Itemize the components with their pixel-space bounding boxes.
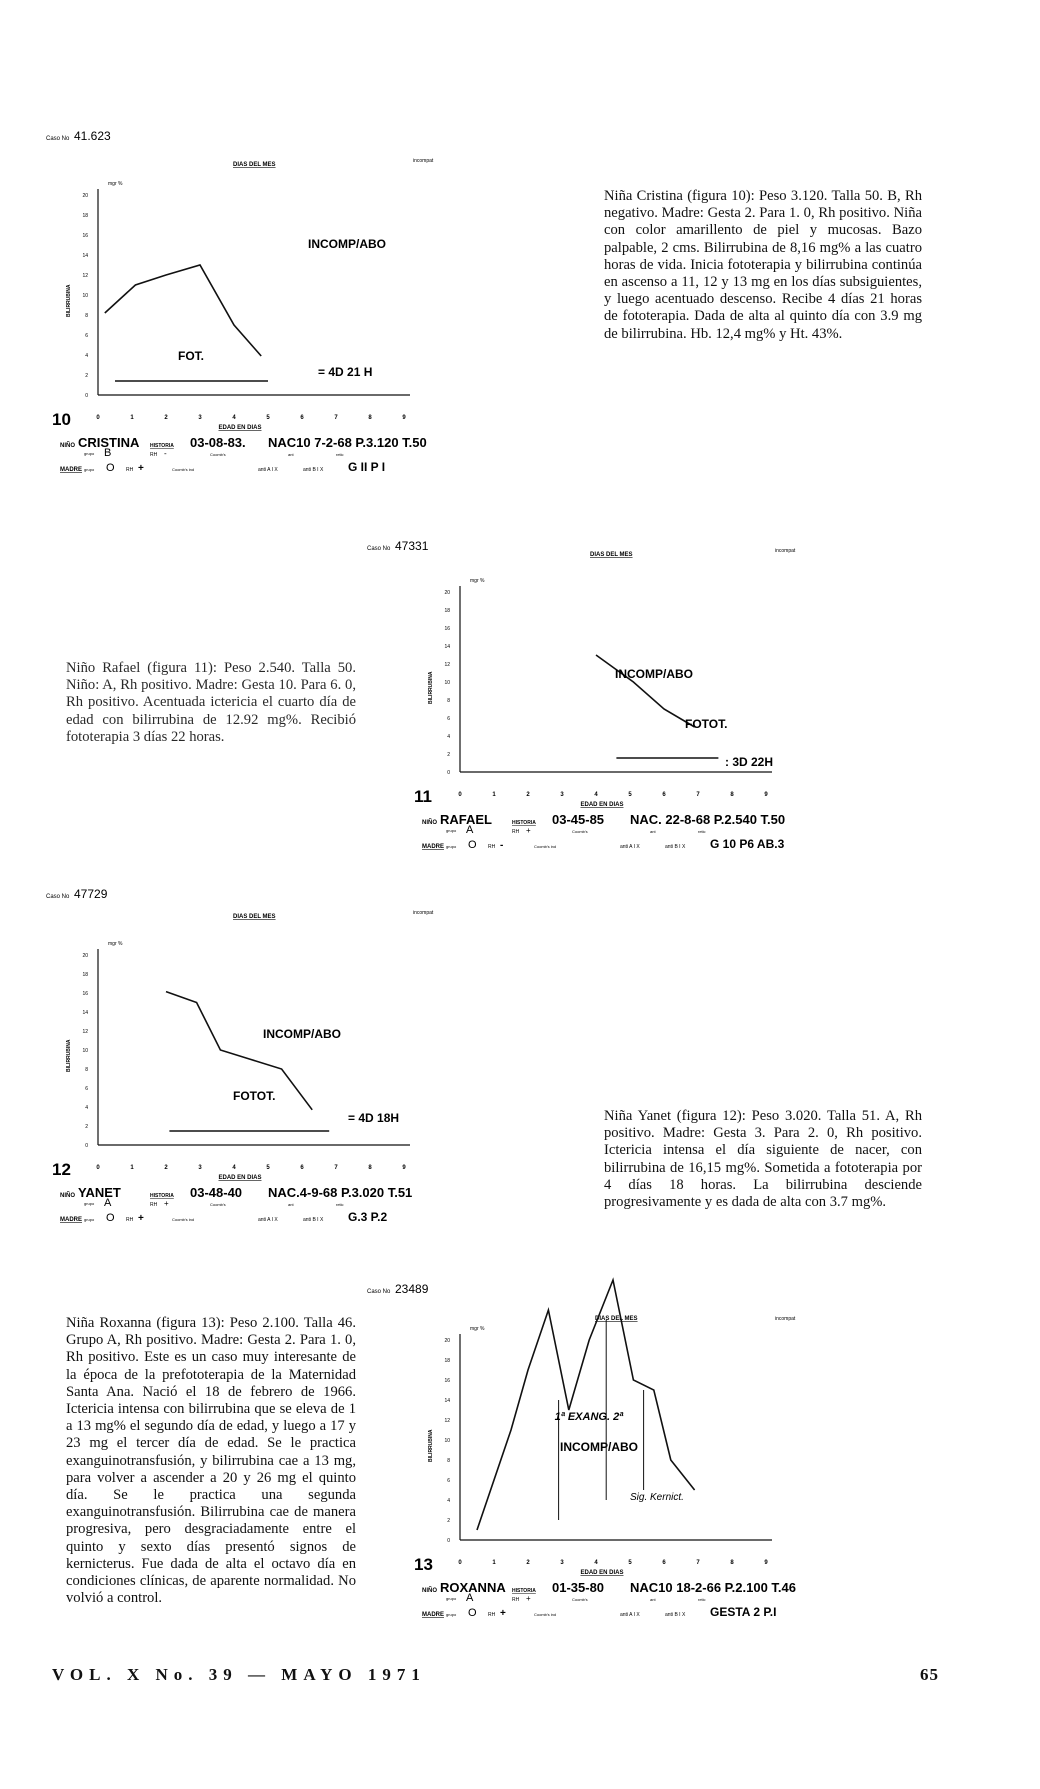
incompat-label: incompat: [775, 548, 796, 554]
kernicterus-label: Sig. Kernict.: [630, 1492, 684, 1503]
bilirubin-curve: [596, 655, 695, 727]
case-prefix: Caso No: [367, 1289, 391, 1295]
x-tick-label: 9: [764, 792, 768, 798]
y-tick-label: 0: [85, 1143, 88, 1149]
x-tick-label: 8: [368, 1165, 372, 1171]
y-tick-label: 2: [85, 1124, 88, 1130]
curve-label: INCOMP/ABO: [615, 667, 693, 681]
x-tick-label: 5: [628, 792, 632, 798]
case-prefix: Caso No: [46, 136, 70, 142]
unit-label: mgr %: [108, 181, 123, 187]
madre-rh-label: RH: [126, 1217, 134, 1223]
figure-12: [46, 887, 538, 1235]
x-tick-label: 9: [764, 1560, 768, 1566]
y-tick-label: 8: [447, 698, 450, 704]
y-tick-label: 6: [447, 1478, 450, 1484]
retic-label: retic: [336, 1202, 344, 1207]
figure-12-chart: [46, 887, 538, 1235]
x-tick-label: 0: [458, 792, 462, 798]
retic-label: retic: [698, 1597, 706, 1602]
mother-rh: +: [138, 463, 144, 474]
patient-rh: +: [526, 1594, 531, 1603]
rh-label: RH: [150, 452, 158, 458]
x-tick-label: 6: [662, 1560, 666, 1566]
coombs-label: Coomb's: [210, 452, 226, 457]
patient-rh: -: [164, 449, 167, 458]
x-tick-label: 4: [594, 792, 598, 798]
anti-a: anti A I X: [258, 467, 278, 473]
x-tick-label: 1: [130, 415, 134, 421]
birth-data: NAC10 7-2-68 P.3.120 T.50: [268, 435, 427, 450]
y-tick-label: 12: [444, 1418, 450, 1424]
birth-data: NAC.4-9-68 P.3.020 T.51: [268, 1185, 413, 1200]
y-tick-label: 10: [82, 293, 88, 299]
y-tick-label: 16: [444, 626, 450, 632]
mother-group: O: [106, 1212, 115, 1224]
figure-11: [367, 532, 980, 862]
x-tick-label: 8: [730, 792, 734, 798]
y-tick-label: 12: [82, 273, 88, 279]
unit-label: mgr %: [470, 578, 485, 584]
figure-number: 13: [414, 1555, 433, 1574]
ant-label: ant: [650, 829, 656, 834]
y-tick-label: 10: [82, 1048, 88, 1054]
y-tick-label: 6: [447, 716, 450, 722]
y-tick-label: 14: [82, 1010, 88, 1016]
mother-rh: +: [138, 1213, 144, 1224]
rh-label: RH: [150, 1202, 158, 1208]
y-tick-label: 8: [85, 1067, 88, 1073]
x-tick-label: 6: [300, 1165, 304, 1171]
birth-data: NAC. 22-8-68 P.2.540 T.50: [630, 812, 786, 827]
x-tick-label: 5: [266, 1165, 270, 1171]
y-axis-title: BILIRRUBINA: [428, 671, 434, 704]
x-tick-label: 0: [96, 1165, 100, 1171]
anti-b: anti B I X: [665, 1612, 686, 1618]
unit-label: mgr %: [108, 941, 123, 947]
x-tick-label: 3: [560, 1560, 564, 1566]
paragraph-fig-12: Niña Yanet (figura 12): Peso 3.020. Talla 51. A, Rh positivo. Madre: Gesta 3. Para 2. 0, Rh positivo. Ictericia intensa el día siguiente de nacer, con bilirrubina de 16,15 mg%. Sometida a fototerapia por 4 días 18 horas. La bilirrubina desciende progresivamente y es dada de alta con 3.7 mg%.: [604, 1108, 922, 1211]
rh-label: RH: [512, 1597, 520, 1603]
nino-label: NIÑO: [60, 443, 75, 449]
x-tick-label: 3: [198, 415, 202, 421]
figure-10: [46, 129, 528, 490]
mother-coombs: Coomb's ind: [172, 467, 195, 472]
journal-footer: VOL. X No. 39 — MAYO 1971: [52, 1665, 426, 1684]
days-of-month-label: DIAS DEL MES: [233, 914, 276, 920]
coombs-label: Coomb's: [572, 1597, 588, 1602]
bilirubin-curve: [105, 265, 261, 356]
patient-name: RAFAEL: [440, 812, 492, 827]
madre-label: MADRE: [60, 1217, 82, 1223]
grupo-label: grupo: [84, 451, 95, 456]
y-axis-title: BILIRRUBINA: [66, 1039, 72, 1072]
historia-label: HISTORIA: [512, 1588, 536, 1594]
y-tick-label: 16: [82, 233, 88, 239]
ant-label: ant: [288, 1202, 294, 1207]
y-tick-label: 12: [82, 1029, 88, 1035]
x-tick-label: 9: [402, 1165, 406, 1171]
x-tick-label: 2: [526, 792, 530, 798]
anti-a: anti A I X: [620, 844, 640, 850]
y-tick-label: 20: [82, 953, 88, 959]
x-tick-label: 5: [266, 415, 270, 421]
historia-label: HISTORIA: [150, 443, 174, 449]
x-axis-title: EDAD EN DIAS: [580, 1570, 624, 1576]
x-tick-label: 2: [526, 1560, 530, 1566]
mother-obstetric: GESTA 2 P.I: [710, 1605, 777, 1619]
mother-rh: +: [500, 1608, 506, 1619]
madre-grupo-label: grupo: [84, 1217, 95, 1222]
coombs-label: Coomb's: [572, 829, 588, 834]
x-tick-label: 3: [198, 1165, 202, 1171]
y-tick-label: 20: [444, 1338, 450, 1344]
patient-rh: +: [164, 1199, 169, 1208]
paragraph-fig-11: Niño Rafael (figura 11): Peso 2.540. Talla 50. Niño: A, Rh positivo. Madre: Gesta 10. Para 6. 0, Rh positivo. Acentuada ictericia el cuarto día de edad con bilirrubina de 12.92 mg%. Recibió fototerapia 3 días 22 horas.: [66, 660, 356, 745]
madre-grupo-label: grupo: [446, 844, 457, 849]
x-tick-label: 7: [696, 792, 700, 798]
grupo-label: grupo: [446, 1596, 457, 1601]
phototherapy-duration: = 4D 18H: [348, 1111, 400, 1125]
anti-a: anti A I X: [620, 1612, 640, 1618]
phototherapy-label: FOT.: [178, 349, 204, 363]
curve-label: INCOMP/ABO: [263, 1027, 341, 1041]
phototherapy-label: FOTOT.: [233, 1089, 276, 1103]
x-tick-label: 6: [662, 792, 666, 798]
case-number: 41.623: [74, 129, 111, 143]
mother-coombs: Coomb's ind: [534, 844, 557, 849]
patient-rh: +: [526, 826, 531, 835]
x-tick-label: 5: [628, 1560, 632, 1566]
x-tick-label: 8: [368, 415, 372, 421]
y-tick-label: 0: [85, 393, 88, 399]
days-of-month-label: DIAS DEL MES: [590, 552, 633, 558]
y-tick-label: 2: [85, 373, 88, 379]
anti-a: anti A I X: [258, 1217, 278, 1223]
y-tick-label: 18: [82, 972, 88, 978]
anti-b: anti B I X: [665, 844, 686, 850]
x-tick-label: 0: [458, 1560, 462, 1566]
x-tick-label: 1: [130, 1165, 134, 1171]
y-tick-label: 20: [82, 193, 88, 199]
historia-label: HISTORIA: [512, 820, 536, 826]
figure-number: 12: [52, 1160, 71, 1179]
grupo-label: grupo: [84, 1201, 95, 1206]
incompat-label: incompat: [413, 158, 434, 164]
ant-label: ant: [288, 452, 294, 457]
coombs-label: Coomb's: [210, 1202, 226, 1207]
ant-label: ant: [650, 1597, 656, 1602]
x-tick-label: 9: [402, 415, 406, 421]
paragraph-fig-13: Niña Roxanna (figura 13): Peso 2.100. Talla 46. Grupo A, Rh positivo. Madre: Gesta 2. Para 1. 0, Rh positivo. Este es un caso muy interesante de la época de la prefototerapia de la Maternidad Santa Ana. Nació el 18 de febrero de 1966. Ictericia intensa con bilirrubina que se eleva de 1 a 13 mg% el segundo día de edad, y luego a 17 y 23 mg el tercer día de edad. Se le practica exanguinotransfusión, y bilirrubina cae a 13 mg, para volver a ascender a 20 y 26 mg el quinto día. Se le practica una segunda exanguinotransfusión. Bilirrubina cae de manera progresiva, pero desgraciadamente entre el quinto y sexto días presentó signos de kernicterus. Fue dada de alta el octavo día en condiciones clínicas, de aparente normalidad. No volvió a control.: [66, 1315, 356, 1607]
x-tick-label: 7: [334, 1165, 338, 1171]
patient-group: A: [466, 824, 474, 836]
x-axis-title: EDAD EN DIAS: [218, 1175, 262, 1181]
y-tick-label: 4: [85, 353, 88, 359]
x-tick-label: 4: [232, 415, 236, 421]
retic-label: retic: [698, 829, 706, 834]
mother-obstetric: G.3 P.2: [348, 1210, 388, 1224]
anti-b: anti B I X: [303, 467, 324, 473]
case-number: 23489: [395, 1282, 429, 1296]
case-prefix: Caso No: [46, 894, 70, 900]
exchange-label: 1ª EXANG. 2ª: [554, 1411, 624, 1423]
mother-group: O: [468, 839, 477, 851]
figure-11-chart: [367, 532, 980, 862]
madre-label: MADRE: [422, 1612, 444, 1618]
x-tick-label: 1: [492, 1560, 496, 1566]
x-axis-title: EDAD EN DIAS: [580, 802, 624, 808]
x-tick-label: 7: [334, 415, 338, 421]
patient-name: ROXANNA: [440, 1580, 506, 1595]
mother-coombs: Coomb's ind: [172, 1217, 195, 1222]
patient-name: CRISTINA: [78, 435, 140, 450]
x-tick-label: 1: [492, 792, 496, 798]
x-tick-label: 8: [730, 1560, 734, 1566]
y-axis-title: BILIRRUBINA: [428, 1429, 434, 1462]
figure-number: 10: [52, 410, 71, 429]
case-prefix: Caso No: [367, 546, 391, 552]
paragraph-fig-10: Niña Cristina (figura 10): Peso 3.120. Talla 50. B, Rh negativo. Madre: Gesta 2. Para 1. 0, Rh positivo. Niña con color amarillento de piel y mucosas. Bazo palpable, 2 cms. Bilirrubina de 8,16 mg% a las cuatro horas de vida. Inicia fototerapia y bilirrubina continúa en ascenso a 11, 12 y 13 mg en los días subsiguientes, y luego acentuado descenso. Recibe 4 días 21 horas de fototerapia. Dada de alta al quinto día con 3.9 mg de bilirrubina. Hb. 12,4 mg% y Ht. 43%.: [604, 188, 922, 342]
figure-10-chart: [46, 129, 528, 490]
nino-label: NIÑO: [60, 1193, 75, 1199]
incompat-label: incompat: [775, 1316, 796, 1322]
figure-13: [367, 1282, 980, 1625]
x-tick-label: 7: [696, 1560, 700, 1566]
phototherapy-duration: = 4D 21 H: [318, 365, 373, 379]
y-tick-label: 16: [82, 991, 88, 997]
y-tick-label: 18: [444, 608, 450, 614]
y-tick-label: 6: [85, 333, 88, 339]
mother-coombs: Coomb's ind: [534, 1612, 557, 1617]
curve-label: INCOMP/ABO: [308, 237, 386, 251]
y-tick-label: 14: [444, 1398, 450, 1404]
rh-label: RH: [512, 829, 520, 835]
page-number: 65: [920, 1665, 939, 1684]
x-tick-label: 4: [232, 1165, 236, 1171]
days-of-month-label: DIAS DEL MES: [595, 1316, 638, 1322]
y-tick-label: 4: [447, 1498, 450, 1504]
historia-label: HISTORIA: [150, 1193, 174, 1199]
y-tick-label: 4: [447, 734, 450, 740]
case-number: 47331: [395, 539, 429, 553]
y-tick-label: 16: [444, 1378, 450, 1384]
y-tick-label: 12: [444, 662, 450, 668]
y-tick-label: 10: [444, 680, 450, 686]
madre-rh-label: RH: [126, 467, 134, 473]
patient-name: YANET: [78, 1185, 121, 1200]
mother-group: O: [468, 1607, 477, 1619]
x-tick-label: 4: [594, 1560, 598, 1566]
y-tick-label: 8: [85, 313, 88, 319]
y-tick-label: 2: [447, 1518, 450, 1524]
retic-label: retic: [336, 452, 344, 457]
y-tick-label: 0: [447, 770, 450, 776]
phototherapy-duration: : 3D 22H: [725, 755, 774, 769]
patient-group: A: [104, 1197, 112, 1209]
mother-rh: -: [500, 840, 504, 851]
historia-number: 03-08-83.: [190, 435, 246, 450]
historia-number: 03-45-85: [552, 812, 605, 827]
y-tick-label: 0: [447, 1538, 450, 1544]
figure-13-chart: [367, 1282, 980, 1625]
x-tick-label: 2: [164, 1165, 168, 1171]
x-axis-title: EDAD EN DIAS: [218, 425, 262, 431]
y-tick-label: 14: [82, 253, 88, 259]
x-tick-label: 6: [300, 415, 304, 421]
y-tick-label: 10: [444, 1438, 450, 1444]
y-axis-title: BILIRRUBINA: [66, 284, 72, 317]
y-tick-label: 14: [444, 644, 450, 650]
unit-label: mgr %: [470, 1326, 485, 1332]
anti-b: anti B I X: [303, 1217, 324, 1223]
y-tick-label: 2: [447, 752, 450, 758]
madre-grupo-label: grupo: [84, 467, 95, 472]
incompat-label: incompat: [413, 910, 434, 916]
y-tick-label: 4: [85, 1105, 88, 1111]
x-tick-label: 2: [164, 415, 168, 421]
y-tick-label: 20: [444, 590, 450, 596]
y-tick-label: 18: [444, 1358, 450, 1364]
case-number: 47729: [74, 887, 108, 901]
y-tick-label: 6: [85, 1086, 88, 1092]
madre-label: MADRE: [422, 844, 444, 850]
mother-obstetric: G II P I: [348, 460, 386, 474]
madre-rh-label: RH: [488, 844, 496, 850]
x-tick-label: 0: [96, 415, 100, 421]
nino-label: NIÑO: [422, 1588, 437, 1594]
y-tick-label: 18: [82, 213, 88, 219]
historia-number: 01-35-80: [552, 1580, 605, 1595]
historia-number: 03-48-40: [190, 1185, 243, 1200]
madre-grupo-label: grupo: [446, 1612, 457, 1617]
patient-group: B: [104, 447, 112, 459]
curve-label: INCOMP/ABO: [560, 1440, 638, 1454]
grupo-label: grupo: [446, 828, 457, 833]
days-of-month-label: DIAS DEL MES: [233, 162, 276, 168]
mother-group: O: [106, 462, 115, 474]
patient-group: A: [466, 1592, 474, 1604]
mother-obstetric: G 10 P6 AB.3: [710, 837, 785, 851]
x-tick-label: 3: [560, 792, 564, 798]
nino-label: NIÑO: [422, 820, 437, 826]
madre-rh-label: RH: [488, 1612, 496, 1618]
birth-data: NAC10 18-2-66 P.2.100 T.46: [630, 1580, 796, 1595]
phototherapy-label: FOTOT.: [685, 717, 728, 731]
figure-number: 11: [414, 787, 432, 806]
madre-label: MADRE: [60, 467, 82, 473]
y-tick-label: 8: [447, 1458, 450, 1464]
